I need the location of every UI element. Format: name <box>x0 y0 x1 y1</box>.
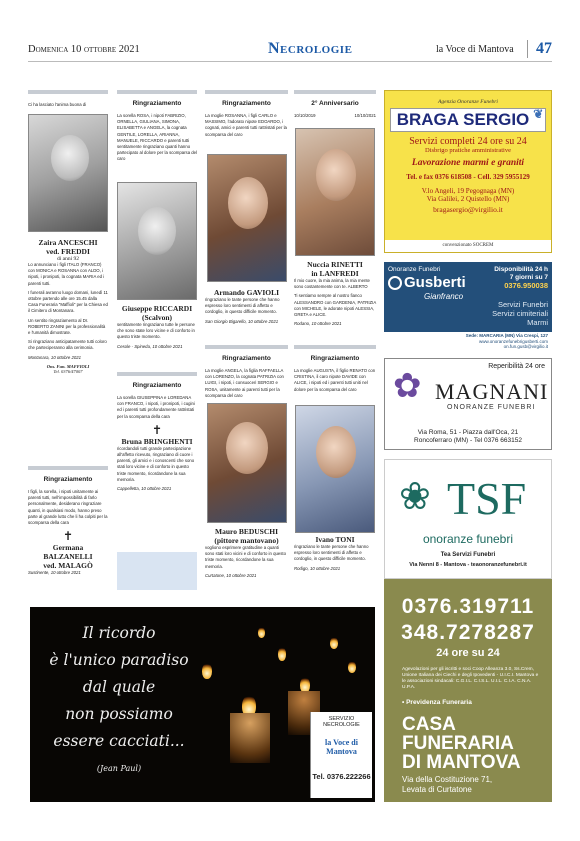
address-2: Roncoferraro (MN) - Tel 0376 663152 <box>414 437 522 444</box>
deceased-name-2: in LANFREDI <box>311 269 359 278</box>
ad-email: bragasergio@virgilio.it <box>433 205 503 214</box>
ad-address-2: Via Galilei, 2 Quistello (MN) <box>426 195 510 203</box>
face-shape <box>228 177 268 229</box>
block-title: Ringraziamento <box>222 355 271 362</box>
text-2: I funerali avranno luogo domani, lunedì 11 ottobre partendo alle ore 15.45 dalla Casa Funeraria "Maffioli" per la Chiesa ed il Cimitero di Montanara. <box>28 289 108 314</box>
ad-tsf <box>384 459 552 802</box>
casa-2: FUNERARIA <box>402 733 514 754</box>
casa-3: DI MANTOVA <box>402 752 521 773</box>
ad-name: Gusberti <box>404 274 466 291</box>
butterfly-icon: ❦ <box>533 107 544 121</box>
ad-footer <box>384 332 552 350</box>
thanks-riccardi <box>117 90 197 364</box>
face-shape <box>51 135 89 181</box>
portrait-photo <box>28 114 108 232</box>
ad-address: Sede: MARCARIA (MN) Via Crespi, 127 <box>465 333 548 338</box>
quote-line-1: Il ricordo <box>82 624 156 642</box>
deceased-name: Bruna BRINGHENTI <box>121 436 193 446</box>
agency-tel: Tel. 0376/47007 <box>53 368 83 374</box>
tsf-logo-text: TSF <box>447 473 527 524</box>
place-date: Rodigo, 10 ottobre 2021 <box>294 565 341 571</box>
tsf-flower-icon: ❀ <box>399 476 431 518</box>
candle-shape <box>230 713 270 763</box>
ad-services <box>492 300 548 327</box>
portrait-photo <box>295 405 375 533</box>
tsf-casa-address <box>402 775 492 795</box>
intro-text: Ci ha lasciato l'anima buona di <box>28 102 87 107</box>
service-1: Servizi Funebri <box>497 300 548 309</box>
cross-logo-icon <box>388 276 402 290</box>
deceased-name: Ivano TONI <box>315 535 355 544</box>
flame-icon <box>330 637 338 649</box>
ad-conv: convenzionato SOCREM <box>385 240 551 252</box>
servizio-2: NECROLOGIE <box>323 722 360 728</box>
ad-line-1: Servizi completi 24 ore su 24 <box>409 136 527 147</box>
address-1: Via Roma, 51 - Piazza dall'Oca, 21 <box>417 429 519 436</box>
place-date: Cesole - Spineda, 10 ottobre 2021 <box>117 343 183 349</box>
ad-tel: 0376.950038 <box>504 281 548 290</box>
deceased-name-2: ved. FREDDI <box>46 247 90 256</box>
text: La sorella GIUSEPPINA e LOREDANA con FRANCO, i nipoti, i pronipoti, i cugini ed i parenti tutti profondamente rattristati per la scomparsa della cara <box>117 395 195 419</box>
section-title: Necrologie <box>268 40 353 57</box>
ad-of: Onoranze Funebri <box>388 266 441 273</box>
tsf-previdenza: • Previdenza Funeraria <box>402 699 472 706</box>
ad-availability <box>494 266 548 290</box>
thanks-bringhenti <box>117 372 197 542</box>
text-2: ricordandoli tutti grande partecipazione all'affetto ricevuto, ringraziano di cuore i parenti, gli amici e i conoscenti che sono stati loro vicine e di conforto in questo triste momento, ricordandone la sua memoria. <box>117 445 195 482</box>
flame-icon <box>258 627 265 638</box>
text-2: Ti sentiamo sempre al nostro fianco ALESSANDRO con GARDENIA, PATRIZIA con MICHELE, le adorate nipoti ALESSIA, GRETA e ALICE. <box>294 293 376 318</box>
text-2: vogliono esprimere gratitudine a quanti sono stati loro vicini e di conforto in questo triste momento, ricordandone la sua memoria. <box>205 545 286 569</box>
text-2: sentitamente ringraziano tutte le persone che sono state loro vicine e di conforto in questo triste momento. <box>117 322 195 340</box>
thanks-beduschi <box>205 345 288 590</box>
tsf-of: onoranze funebri <box>422 532 514 546</box>
face-shape <box>316 149 356 201</box>
ad-name-text: BRAGA SERGIO <box>396 110 530 129</box>
block-title: 2° Anniversario <box>311 100 359 107</box>
quote-line-4: non possiamo <box>65 705 173 723</box>
servizio-1: SERVIZIO <box>328 716 355 722</box>
block-title: Ringraziamento <box>310 355 360 362</box>
ad-availability: Reperibilità 24 ore <box>488 363 545 370</box>
ad-line-2: Disbrigo pratiche amministrative <box>425 147 511 154</box>
tsf-casa <box>402 715 521 772</box>
thanks-gavioli <box>205 90 288 342</box>
text-2: ringraziano le tante persone che hanno espresso loro sentimenti di affetto e cordoglio, in questo difficile momento. <box>294 544 369 562</box>
tsf-tel-1: 0376.319711 <box>401 595 535 618</box>
tsf-tea: Tea Servizi Funebri <box>440 552 496 558</box>
quote-line-5: essere cacciati... <box>53 732 185 750</box>
servizio-tel: Tel. 0376.222266 <box>312 772 371 781</box>
text: I figli, la sorella, i nipoti unitamente ai parenti tutti, nell'impossibilità di farlo personalmente, desiderano ringraziare quanti, in qualsiasi modo, hanno preso parte al grande lutto che li ha colpiti per la scomparsa della cara <box>28 489 108 526</box>
ad-mail: on.fun.gusb@virgilio.it <box>503 344 548 349</box>
deceased-nickname: (pittore mantovano) <box>214 536 279 545</box>
casa-address-2: Levata di Curtatone <box>402 785 472 794</box>
casa-address-1: Via della Costituzione 71, <box>402 775 493 784</box>
thanks-balzanelli <box>28 466 108 586</box>
text-3: Un sentito ringraziamento al Dr. ROBERTO ZANINI per la professionalità e l'umanità dimostrate. <box>28 317 106 336</box>
ad-agency: Agenzia Onoranze Funebri <box>438 99 498 105</box>
deceased-name-2: ved. MALAGÒ <box>43 561 93 571</box>
ad-name: MAGNANI <box>435 379 549 404</box>
disp-2: 7 giorni su 7 <box>509 274 548 281</box>
quote-line-2: è l'unico paradiso <box>49 651 189 669</box>
text: La moglie ANGELA, la figlia RAFFAELLA con LORENZO, la cognata PATRIZIA con LUIGI, i nipoti, i consuoceri SERGIO e ROSA, unitamente ai parenti tutti per la scomparsa del caro <box>205 368 284 398</box>
tsf-agevolazioni: Agevolazioni per gli iscritti e soci Coop Alleanza 3.0, Ss.Crem, Unione Italiana dei Ciechi e degli Ipovedenti - U.I.C.I. Mantova e le associazioni sindacali: C.G.I.L. C.I.S.L. U.I.L. C.I.A. C.N.A. U.P.A. <box>402 667 539 690</box>
quote-line-3: dal quale <box>82 678 156 696</box>
deceased-name: Nuccia RINETTI <box>307 260 363 269</box>
lily-icon: ✿ <box>393 367 422 405</box>
ad-name <box>390 108 547 132</box>
servizio-paper: la Voce di Mantova <box>325 738 358 756</box>
place-date: Curtatone, 10 ottobre 2021 <box>205 572 257 578</box>
text-1: Lo annunciano i figli ITALO (FRANCO) con MONICA e ROSANNA con ALDO, i nipoti, i pronipoti, la cognata MARIA ed i parenti tutti. <box>28 262 105 286</box>
agency-name: Ons. Fun. MAFFIOLI <box>46 363 90 369</box>
ad-gusberti <box>384 262 552 350</box>
place-date: San Giorgio Bigarello, 10 ottobre 2021 <box>205 318 279 324</box>
place-date: Montanara, 10 ottobre 2021 <box>28 354 82 360</box>
header-date: Domenica 10 ottobre 2021 <box>28 44 140 55</box>
block-title: Ringraziamento <box>222 100 271 107</box>
cross-icon: ✝ <box>62 529 74 544</box>
text: Il mio cuore, la mia anima, la mia mente sono costantemente con te. ALBERTO <box>294 278 370 290</box>
page-number: 47 <box>527 40 552 58</box>
ad-sub: ONORANZE FUNEBRI <box>447 404 536 411</box>
page-header <box>28 38 552 62</box>
place-date: Cappelletta, 10 ottobre 2021 <box>117 486 172 492</box>
text: La moglie ROSANNA, i figli CARLO e MASSIMO, l'adorato nipote EDOARDO, i cognati, amici e parenti tutti rattristati per la scomparsa del caro <box>205 113 287 137</box>
place-date: Sustinente, 10 ottobre 2021 <box>28 570 81 576</box>
quote-text <box>34 620 204 782</box>
place-date: Rodano, 10 ottobre 2021 <box>294 321 342 327</box>
face-shape <box>138 207 176 255</box>
face-shape <box>226 422 268 474</box>
deceased-nickname: (Scalvon) <box>142 313 172 322</box>
portrait-photo <box>207 403 287 523</box>
portrait-photo <box>295 128 375 256</box>
ad-name-2: Gianfranco <box>424 292 464 301</box>
ad-line-3: Lavorazione marmi e graniti <box>411 158 525 168</box>
deceased-age: di anni 92 <box>57 256 79 262</box>
ad-magnani <box>384 358 552 450</box>
text: La moglie AUGUSTA, il figlio RENATO con CRISTINA, il caro nipote DAVIDE con ALICE, i nipoti ed i parenti tutti uniti nel dolore per la scomparsa del caro <box>294 368 376 392</box>
paper-name: la Voce di Mantova <box>436 44 514 55</box>
ad-braga-sergio <box>384 90 552 253</box>
cross-icon: ✝ <box>151 422 163 437</box>
flame-icon <box>278 647 286 661</box>
block-title: Ringraziamento <box>43 476 93 483</box>
servizio-necrologie-box <box>310 712 372 798</box>
deceased-name: Zaira ANCESCHI <box>38 238 98 247</box>
date-from: 10/10/2019 <box>294 113 316 118</box>
service-2: Servizi cimiteriali <box>492 309 548 318</box>
dates-row <box>294 113 376 118</box>
tsf-logo-area <box>384 459 552 579</box>
empty-box <box>117 552 197 590</box>
thanks-toni <box>294 345 376 590</box>
casa-1: CASA <box>402 714 456 735</box>
anniversary-rinetti <box>294 90 376 342</box>
deceased-name: Germana BALZANELLI <box>43 543 93 562</box>
block-title: Ringraziamento <box>132 382 182 389</box>
flame-icon <box>348 661 356 673</box>
tsf-address: Via Nenni 8 - Mantova - teaonoranzefunebri.it <box>409 562 527 568</box>
quote-author: (Jean Paul) <box>96 764 142 773</box>
obituary-anceschi <box>28 90 108 454</box>
tsf-24h: 24 ore su 24 <box>436 647 500 659</box>
block-title: Ringraziamento <box>132 100 182 107</box>
tsf-tel-2: 348.7278287 <box>401 621 535 644</box>
ad-tel: Tel. e fax 0376 618508 - Cell. 329 5955129 <box>406 173 530 181</box>
deceased-name: Mauro BEDUSCHI <box>215 527 278 536</box>
portrait-photo <box>207 154 287 282</box>
service-3: Marmi <box>527 318 548 327</box>
text-2: ringraziano le tante persone che hanno espresso loro sentimenti di affetto e cordoglio, in questo difficile momento. <box>205 297 280 315</box>
deceased-name: Armando GAVIOLI <box>213 288 280 297</box>
face-shape <box>316 426 356 478</box>
text-4: Si ringraziano anticipatamente tutti coloro che parteciperanno alla cerimonia. <box>28 339 107 351</box>
date-to: 10/10/2021 <box>354 113 376 118</box>
ad-address <box>385 429 551 445</box>
text: La sorella ROSA, i nipoti FABRIZIO, ORNELLA, GIULIANA, SIMONA, ELISABETTA e ANGELA, la cognata GENTILE, LORELLA, ARIANNA, MANUELE, RICCARDO e parenti tutti sentitamente ringraziano quanti hanno partecipato al dolore per la scomparsa del caro <box>117 113 198 162</box>
portrait-photo <box>117 182 197 300</box>
disp-1: Disponibilità 24 h <box>494 266 548 273</box>
ad-web: www.onoranzefunebrigusberti.com <box>478 338 548 344</box>
ad-address-1: V.lo Angeli, 19 Pegognaga (MN) <box>421 187 515 195</box>
deceased-name: Giuseppe RICCARDI <box>121 304 193 313</box>
